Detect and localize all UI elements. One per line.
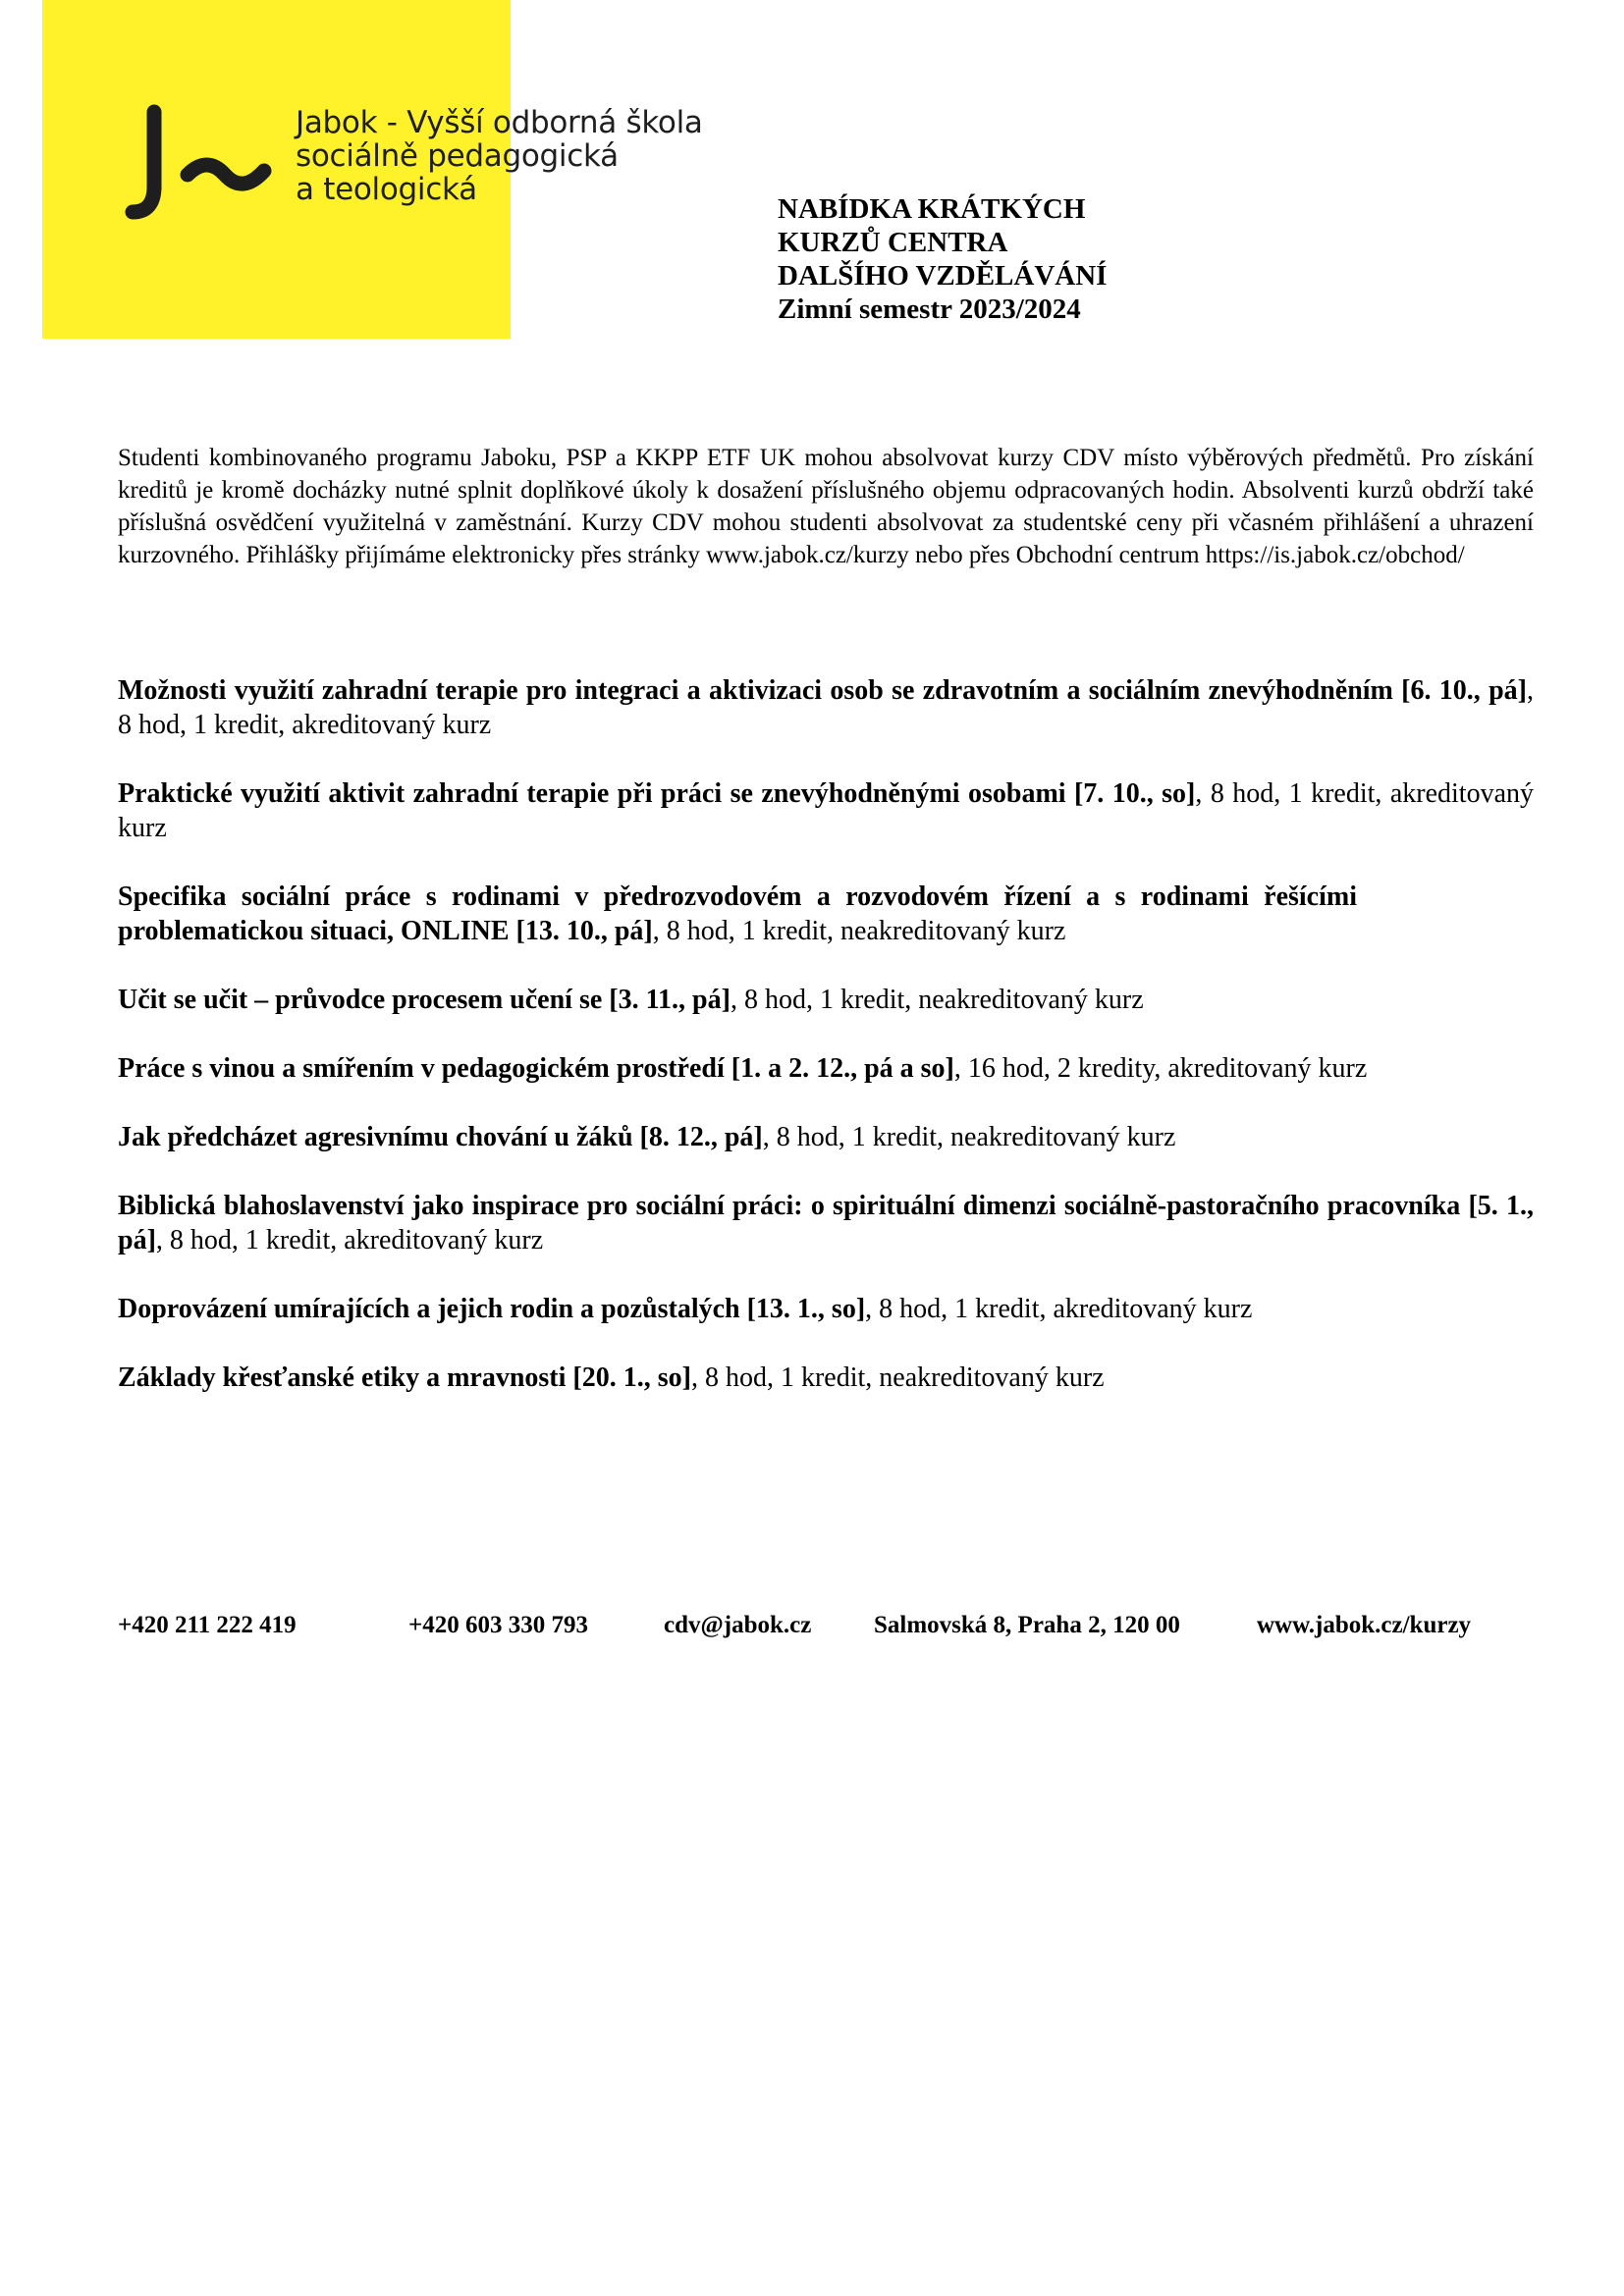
course-item — [118, 1292, 1534, 1326]
course-title: Práce s vinou a smířením v pedagogickém prostředí [1. a 2. 12., pá a so] — [118, 1053, 954, 1084]
semester-line: Zimní semestr 2023/2024 — [778, 294, 1081, 325]
course-title: Doprovázení umírajících a jejich rodin a pozůstalých [13. 1., so] — [118, 1294, 866, 1324]
logo-block — [42, 0, 703, 339]
course-details: , 8 hod, 1 kredit, neakreditovaný kurz — [652, 916, 1066, 946]
course-title: Specifika sociální práce s rodinami v předrozvodovém a rozvodovém řízení a s rodinami řešícími problematickou situaci, ONLINE [13. 10., pá] — [118, 881, 1357, 946]
course-details: , 8 hod, 1 kredit, neakreditovaný kurz — [730, 985, 1144, 1015]
course-item — [118, 1361, 1534, 1395]
title-line: KURZŮ CENTRA — [778, 227, 1008, 258]
document-title — [778, 192, 1107, 326]
intro-paragraph: Studenti kombinovaného programu Jaboku, PSP a KKPP ETF UK mohou absolvovat kurzy CDV místo výběrových předmětů. Pro získání kreditů je kromě docházky nutné splnit doplňkové úkoly k dosažení příslušného objemu odpracovaných hodin. Absolventi kurzů obdrží také příslušná osvědčení využitelná v zaměstnání. Kurzy CDV mohou studenti absolvovat za studentské ceny při včasném přihlášení a uhrazení kurzovného. Přihlášky přijímáme elektronicky přes stránky www.jabok.cz/kurzy nebo přes Obchodní centrum https://is.jabok.cz/obchod/ — [118, 445, 1534, 568]
footer-web-link[interactable]: www.jabok.cz/kurzy — [1257, 1612, 1472, 1638]
course-item — [118, 1189, 1534, 1257]
course-title: Jak předcházet agresivnímu chování u žáků [8. 12., pá] — [118, 1122, 763, 1152]
footer-phone-2: +420 603 330 793 — [408, 1612, 588, 1638]
footer-email[interactable]: cdv@jabok.cz — [664, 1612, 812, 1638]
course-title: Biblická blahoslavenství jako inspirace pro sociální práci: o spirituální dimenzi sociálně-pastoračního pracovníka [5. 1., pá] — [118, 1191, 1534, 1255]
course-details: , 8 hod, 1 kredit, neakreditovaný kurz — [762, 1122, 1176, 1152]
course-title: Praktické využití aktivit zahradní terapie při práci se znevýhodněnými osobami [7. 10., so] — [118, 778, 1196, 809]
jabok-logo-icon — [121, 102, 278, 230]
course-item — [118, 776, 1534, 845]
logo-line: a teologická — [296, 172, 477, 207]
course-details: , 8 hod, 1 kredit, akreditovaný kurz — [155, 1225, 544, 1255]
course-list — [118, 673, 1534, 1395]
course-details: , 8 hod, 1 kredit, akreditovaný kurz — [118, 778, 1534, 843]
footer-address: Salmovská 8, Praha 2, 120 00 — [874, 1612, 1180, 1638]
logo-line: sociálně pedagogická — [296, 138, 619, 174]
course-item — [118, 983, 1534, 1017]
course-details: , 8 hod, 1 kredit, neakreditovaný kurz — [690, 1362, 1105, 1393]
course-item — [118, 1051, 1534, 1086]
course-title: Učit se učit – průvodce procesem učení se [3. 11., pá] — [118, 985, 731, 1015]
course-details: , 8 hod, 1 kredit, akreditovaný kurz — [118, 675, 1534, 740]
course-item — [118, 880, 1357, 948]
title-line: NABÍDKA KRÁTKÝCH — [778, 193, 1086, 225]
course-item — [118, 673, 1534, 742]
course-item — [118, 1120, 1534, 1154]
logo-wordmark — [296, 106, 703, 206]
course-details: , 16 hod, 2 kredity, akreditovaný kurz — [953, 1053, 1368, 1084]
course-title: Možnosti využití zahradní terapie pro integraci a aktivizaci osob se zdravotním a sociálním znevýhodněním [6. 10., pá] — [118, 675, 1527, 706]
course-details: , 8 hod, 1 kredit, akreditovaný kurz — [865, 1294, 1253, 1324]
footer-phone-1: +420 211 222 419 — [118, 1612, 297, 1638]
logo-line: Jabok - Vyšší odborná škola — [296, 105, 703, 140]
title-line: DALŠÍHO VZDĚLÁVÁNÍ — [778, 260, 1108, 292]
course-title: Základy křesťanské etiky a mravnosti [20. 1., so] — [118, 1362, 691, 1393]
